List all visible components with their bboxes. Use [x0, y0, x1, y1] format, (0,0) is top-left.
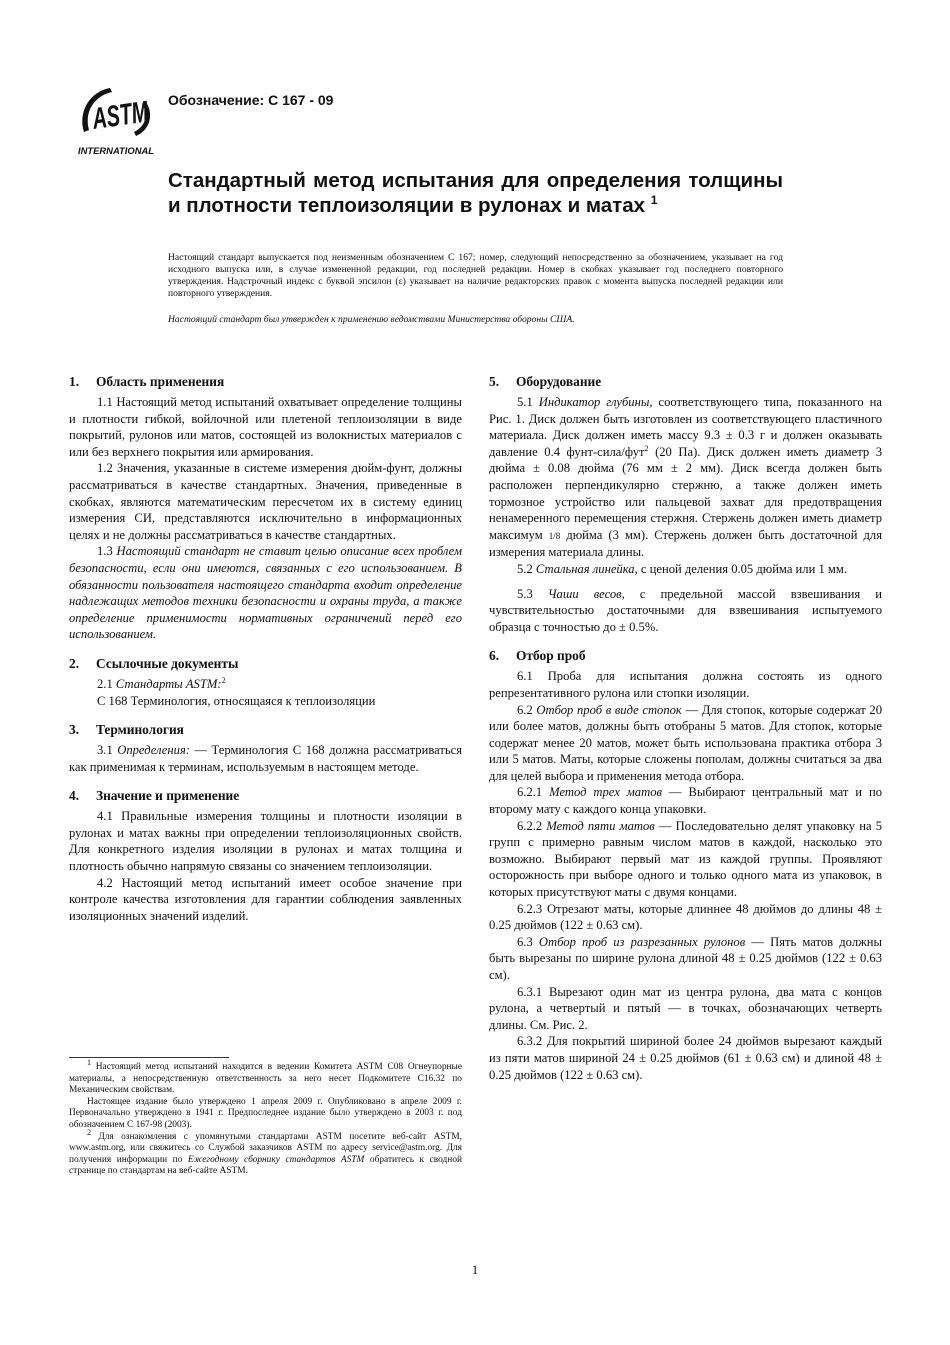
- title-footnote-ref: 1: [650, 193, 658, 208]
- paragraph-6-3-2: 6.3.2 Для покрытий шириной более 24 дюймов вырезают каждый из пяти матов шириной 24 ± 0.25 дюймов (61 ± 0.63 см) и длиной 48 ± 0.25 дюймов (122 ± 0.63 см).: [489, 1034, 882, 1082]
- paragraph-text: — Для стопок, которые содержат 20 или более матов, должны быть отобраны 5 матов. Для стопок, которые содержат менее 20 матов, может быть использована практика отбора 3 или 5 матов. Маты, которые сложены пополам, должны считаться за два для целей выбора и применения метода отбора.: [489, 702, 882, 783]
- paragraph-number: 6.2: [517, 702, 533, 717]
- paragraph-number: 5.2: [517, 561, 533, 576]
- footnote-2: [69, 1127, 463, 1178]
- section-heading-significance: [69, 788, 462, 804]
- paragraph-italic-text: Настоящий стандарт не ставит целью описание всех проблем безопасности, если они имеются, связанных с его использованием. В обязанности пользователя настоящего стандарта входит определение надлежащих методов техники безопасности и охраны труда, а также определение применимости нормативных ограничений перед его использованием.: [69, 544, 462, 642]
- paragraph-6-2: [489, 702, 882, 785]
- section-heading-terminology: [69, 722, 462, 738]
- section-heading-references: [69, 656, 462, 672]
- paragraph-3-1: [69, 742, 462, 775]
- paragraph-2-1: [69, 676, 462, 693]
- paragraph-4-1: 4.1 Правильные измерения толщины и плотности изоляции в рулонах и матах важны при определении теплоизоляционных свойств. Для конкретного изделия изоляции в рулонах и матах толщина и плотность обычно напрямую связаны со значением теплоизоляции.: [69, 809, 462, 874]
- superscript: 2: [644, 443, 649, 453]
- paragraph-number: 3.1: [97, 743, 113, 758]
- section-number: 1.: [69, 374, 80, 389]
- paragraph-1-1: 1.1 Настоящий метод испытаний охватывает определение толщины и плотности гибкой, войлочной или плетеной теплоизоляции в виде покрытий, рулонов или матов, состоящей из волокнистых материалов с или без верхнего покрытия или армирования.: [69, 395, 462, 459]
- section-heading-scope: [69, 374, 462, 390]
- left-column: [69, 374, 462, 924]
- astm-logo: [74, 84, 180, 158]
- footnote-number: 2: [87, 1127, 91, 1137]
- paragraph-label: Отбор проб из разрезанных рулонов: [538, 934, 746, 949]
- paragraph-number: 5.3: [517, 586, 533, 601]
- right-column: [489, 374, 882, 1083]
- paragraph-number: 1.3: [97, 544, 113, 559]
- section-number: 6.: [489, 648, 500, 664]
- footnote-text: Настоящий метод испытаний находится в ведении Комитета ASTM C08 Огнеупорные материалы, а непосредственную ответственность за него несет Подкомитете C16.32 по Механическим свойствам.: [69, 1062, 462, 1096]
- section-title: Терминология: [96, 722, 184, 738]
- footnote-text: обратитесь к сводной странице по стандартам на веб-сайте ASTM.: [69, 1154, 463, 1177]
- paragraph-label: Метод трех матов: [549, 785, 662, 800]
- paragraph-number: 2.1: [97, 676, 113, 691]
- approval-note: Настоящий стандарт был утвержден к применению ведомствами Министерства обороны США.: [168, 314, 575, 325]
- section-title: Оборудование: [516, 374, 602, 389]
- logo-letters: ASTM: [90, 91, 180, 136]
- paragraph-label: Стальная линейка,: [535, 561, 638, 576]
- section-title: Отбор проб: [516, 648, 586, 664]
- paragraph-6-2-1: [489, 784, 882, 817]
- paragraph-label: Стандарты ASTM:: [115, 676, 222, 691]
- paragraph-1-2: 1.2 Значения, указанные в системе измерения дюйм-фунт, должны рассматриваться в качестве стандартных. Значения, приведенные в скобках, являются математическим пересчетом их в систему единиц измерения СИ, представляются исключительно в информационных целях и не должны рассматриваться в качестве стандартных.: [69, 461, 462, 542]
- paragraph-number: 6.2.2: [517, 818, 543, 833]
- paragraph-6-1: 6.1 Проба для испытания должна состоять из одного репрезентативного рулона или стопки изоляции.: [489, 669, 882, 700]
- paragraph-5-3: [489, 586, 882, 636]
- paragraph-label: Отбор проб в виде стопок: [536, 702, 682, 717]
- paragraph-4-2: 4.2 Настоящий метод испытаний имеет особое значение при контроле качества изготовления для гарантии соблюдения заявленных изоляционных значений изделий.: [69, 875, 462, 923]
- issue-note: Настоящий стандарт выпускается под неизменным обозначением C 167; номер, следующий непосредственно за обозначением, указывает на год исходного выпуска или, в случае измененной редакции, год последней редакции. Номер в скобках указывает год последнего повторного утверждения. Надстрочный индекс с буквой эпсилон (ε) указывает на наличие редакторских правок с момента выпуска последней редакции или повторного утверждения.: [168, 252, 783, 299]
- section-heading-sampling: [489, 648, 882, 664]
- paragraph-5-1: [489, 394, 882, 561]
- document-title: [168, 168, 783, 218]
- footnote-divider: [69, 1057, 229, 1058]
- footnote-1: [69, 1057, 462, 1097]
- paragraph-text: — Пять матов должны быть вырезаны по ширине рулона длиной 48 ± 0.25 дюймов (122 ± 0.63 см).: [489, 934, 883, 982]
- footnote-italic-text: Ежегодному сборнику стандартов ASTM: [187, 1154, 365, 1165]
- paragraph-label: Индикатор глубины,: [538, 395, 653, 409]
- footnote-number: 1: [87, 1057, 91, 1067]
- section-heading-apparatus: [489, 374, 882, 390]
- section-number: 5.: [489, 374, 500, 389]
- section-title: Область применения: [96, 374, 225, 389]
- section-title: Значение и применение: [96, 788, 240, 804]
- paragraph-1-3: [69, 543, 462, 643]
- paragraph-text: с предельной массой взвешивания и чувствительностью достаточными для взвешивания испытуемого образца с точностью до ± 0.5%.: [489, 586, 882, 634]
- paragraph-text: дюйма (3 мм). Стержень должен быть достаточной для измерения материала длины.: [489, 527, 882, 560]
- logo-international: INTERNATIONAL: [78, 146, 154, 156]
- paragraph-label: Метод пяти матов: [546, 818, 655, 833]
- paragraph-text: — Терминология C 168 должна рассматриваться как применимая к терминам, используемым в настоящем методе.: [69, 743, 462, 774]
- paragraph-text: с ценой деления 0.05 дюйма или 1 мм.: [640, 561, 847, 576]
- paragraph-6-3-1: 6.3.1 Вырезают один мат из центра рулона, два мата с концов рулона, а четвертый и пятый — в точках, обозначающих четверть длины. См. Рис. 2.: [489, 984, 882, 1032]
- designation: Обозначение: C 167 - 09: [168, 92, 334, 108]
- paragraph-number: 6.3: [517, 934, 533, 949]
- footnote-ref: 2: [221, 675, 226, 685]
- section-number: 4.: [69, 788, 80, 804]
- paragraph-label: Определения:: [117, 743, 190, 758]
- title-text: Стандартный метод испытания для определения толщины и плотности теплоизоляции в рулонах и матах: [168, 169, 783, 217]
- section-number: 2.: [69, 655, 80, 671]
- paragraph-5-2: [489, 561, 882, 578]
- footnotes: [69, 1057, 463, 1178]
- paragraph-text: — Последовательно делят упаковку на 5 групп с примерно равным числом матов в каждой, насколько это возможно. Выбирают первый мат из каждой группы. Проявляют осторожность при выборе одного и только одного мата из упаковок, в которых присутствуют маты с двумя концами.: [489, 818, 883, 900]
- paragraph-6-2-2: [489, 818, 882, 901]
- paragraph-label: Чаши весов,: [547, 586, 625, 601]
- paragraph-text: соответствующего типа, показанного на Рис. 1. Диск должен быть изготовлен из соответствующего пластичного материала. Диск должен иметь массу 9.3 ± 0.3 г и должен оказывать давление 0.4 фунт-сила/фут: [489, 395, 882, 459]
- reference-c168: C 168 Терминология, относящаяся к теплоизоляции: [97, 693, 376, 708]
- paragraph-number: 6.2.1: [517, 785, 543, 800]
- fraction: 1/8: [548, 530, 561, 541]
- paragraph-text: — Выбирают центральный мат и по второму мату с каждого конца упаковки.: [489, 785, 882, 817]
- paragraph-text: (20 Па). Диск должен иметь диаметр 3 дюйма ± 0.08 дюйма (76 мм ± 2 мм). Диск всегда должен быть расположен перпендикулярно стержню, а также должен иметь тормозное устройство или пальцевой захват для предотвращения ненамеренного перемещения стержня. Стержень должен иметь диаметр максимум: [489, 444, 882, 542]
- page-number: 1: [471, 1262, 479, 1277]
- footnote-text: Для ознакомления с упомянутыми стандартами ASTM посетите веб-сайт ASTM, www.astm.org, или свяжитесь со Службой заказчиков ASTM по адресу service@astm.org. Для получения информации по: [69, 1131, 463, 1165]
- paragraph-number: 5.1: [517, 395, 533, 409]
- paragraph-6-2-3: 6.2.3 Отрезают маты, которые длиннее 48 дюймов до длины 48 ± 0.25 дюймов (122 ± 0.63 см).: [489, 901, 882, 933]
- footnote-1-edition: Настоящее издание было утверждено 1 апреля 2009 г. Опубликовано в апреле 2009 г. Первоначально утверждено в 1941 г. Предпоследнее издание было утверждено в 2003 г. под обозначением C 167-98 (2003).: [69, 1096, 462, 1130]
- section-number: 3.: [69, 722, 80, 738]
- section-title: Ссылочные документы: [96, 655, 239, 671]
- paragraph-6-3: [489, 934, 882, 984]
